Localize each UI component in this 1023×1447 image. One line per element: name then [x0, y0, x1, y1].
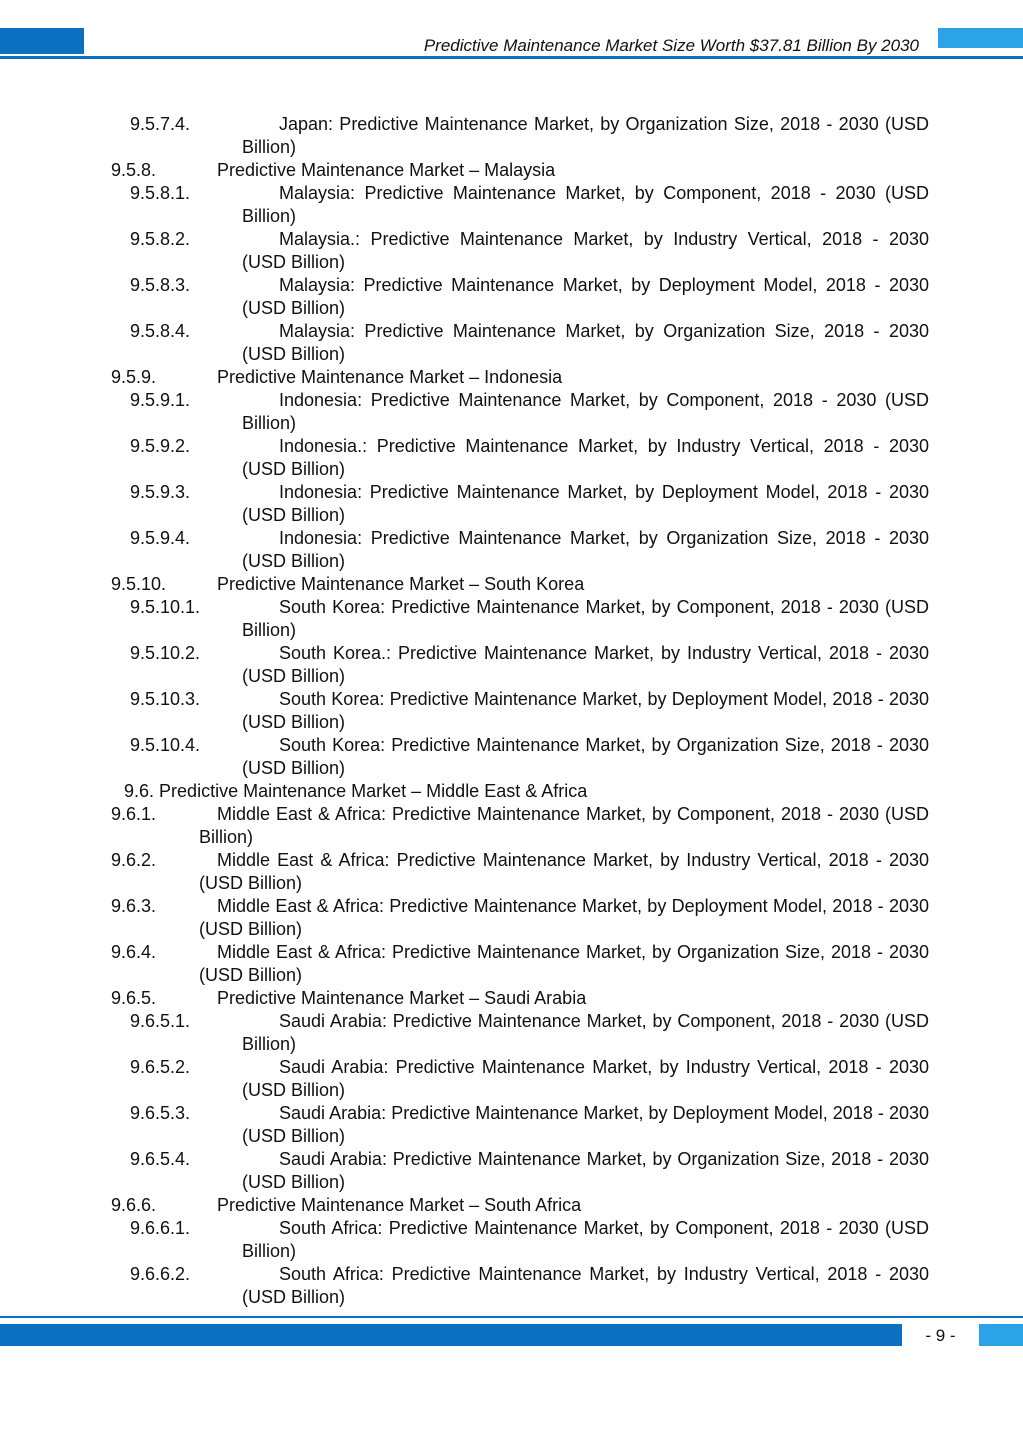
toc-entry-number: 9.6.6.2. — [130, 1264, 191, 1284]
toc-entry-number: 9.6.3. — [111, 896, 157, 916]
toc-entry-number: 9.6.1. — [111, 804, 157, 824]
toc-entry — [0, 734, 1023, 780]
toc-entry-text: South Korea: Predictive Maintenance Market, by Organization Size, 2018 - 2030 (USD Billion) — [242, 735, 929, 778]
toc-entry-number: 9.6.6. — [111, 1195, 157, 1215]
toc-entry-number: 9.6.5.3. — [130, 1103, 191, 1123]
toc-entry — [0, 274, 1023, 320]
header-accent-block-right — [938, 28, 1023, 48]
toc-entry-text: Predictive Maintenance Market – Saudi Arabia — [217, 988, 587, 1008]
toc-entry — [0, 780, 1023, 803]
toc-entry-number: 9.5.9.1. — [130, 390, 191, 410]
toc-entry — [0, 159, 1023, 182]
toc-entry-number: 9.6.4. — [111, 942, 157, 962]
toc-entry-number: 9.5.8.1. — [130, 183, 191, 203]
toc-entry-text: Malaysia: Predictive Maintenance Market, by Deployment Model, 2018 - 2030 (USD Billion) — [242, 275, 929, 318]
toc-entry — [0, 527, 1023, 573]
toc-entry-text: Predictive Maintenance Market – Indonesia — [217, 367, 563, 387]
toc-entry-number: 9.5.8.2. — [130, 229, 191, 249]
toc-entry-text: Saudi Arabia: Predictive Maintenance Market, by Industry Vertical, 2018 - 2030 (USD Billion) — [242, 1057, 929, 1100]
toc-entry — [0, 1010, 1023, 1056]
toc-entry-number: 9.5.10.1. — [130, 597, 201, 617]
toc-entry — [0, 1102, 1023, 1148]
toc-entry-number: 9.5.10.3. — [130, 689, 201, 709]
toc-entry — [0, 389, 1023, 435]
toc-entry-text: Saudi Arabia: Predictive Maintenance Market, by Organization Size, 2018 - 2030 (USD Billion) — [242, 1149, 929, 1192]
toc-entry — [0, 803, 1023, 849]
toc-entry — [0, 1263, 1023, 1309]
toc-entry-text: Saudi Arabia: Predictive Maintenance Market, by Component, 2018 - 2030 (USD Billion) — [242, 1011, 929, 1054]
toc-entry-number: 9.6.6.1. — [130, 1218, 191, 1238]
toc-entry-number: 9.5.9.4. — [130, 528, 191, 548]
toc-entry-number: 9.5.8.4. — [130, 321, 191, 341]
table-of-contents — [0, 113, 1023, 1309]
toc-entry-text: Middle East & Africa: Predictive Maintenance Market, by Industry Vertical, 2018 - 2030 (USD Billion) — [199, 850, 929, 893]
toc-entry-number: 9.5.9.3. — [130, 482, 191, 502]
toc-entry — [0, 941, 1023, 987]
toc-entry-text: South Korea: Predictive Maintenance Market, by Component, 2018 - 2030 (USD Billion) — [242, 597, 929, 640]
running-header-title: Predictive Maintenance Market Size Worth $37.81 Billion By 2030 — [423, 36, 919, 55]
footer-accent-bar — [0, 1324, 902, 1346]
toc-entry — [0, 481, 1023, 527]
footer-rule — [0, 1316, 1023, 1318]
toc-entry-text: Malaysia.: Predictive Maintenance Market, by Industry Vertical, 2018 - 2030 (USD Billion) — [242, 229, 929, 272]
toc-entry-text: Middle East & Africa: Predictive Maintenance Market, by Deployment Model, 2018 - 2030 (USD Billion) — [199, 896, 929, 939]
toc-entry — [0, 1056, 1023, 1102]
toc-entry — [0, 366, 1023, 389]
toc-entry — [0, 642, 1023, 688]
toc-entry — [0, 182, 1023, 228]
toc-entry-text: Malaysia: Predictive Maintenance Market, by Organization Size, 2018 - 2030 (USD Billion) — [242, 321, 929, 364]
toc-entry-number: 9.5.9. — [111, 367, 157, 387]
toc-entry-text: Predictive Maintenance Market – Middle East & Africa — [159, 781, 588, 801]
toc-entry-number: 9.6. — [124, 781, 155, 801]
toc-entry-text: Indonesia: Predictive Maintenance Market, by Organization Size, 2018 - 2030 (USD Billion) — [242, 528, 929, 571]
toc-entry-text: Indonesia: Predictive Maintenance Market, by Deployment Model, 2018 - 2030 (USD Billion) — [242, 482, 929, 525]
toc-entry — [0, 987, 1023, 1010]
toc-entry — [0, 895, 1023, 941]
toc-entry-number: 9.6.2. — [111, 850, 157, 870]
toc-entry — [0, 688, 1023, 734]
toc-entry-number: 9.6.5. — [111, 988, 157, 1008]
toc-entry-text: South Korea: Predictive Maintenance Market, by Deployment Model, 2018 - 2030 (USD Billion) — [242, 689, 929, 732]
toc-entry-number: 9.5.9.2. — [130, 436, 191, 456]
toc-entry — [0, 113, 1023, 159]
toc-entry-text: Indonesia.: Predictive Maintenance Market, by Industry Vertical, 2018 - 2030 (USD Billion) — [242, 436, 929, 479]
toc-entry-number: 9.6.5.2. — [130, 1057, 191, 1077]
toc-entry — [0, 435, 1023, 481]
toc-entry — [0, 1217, 1023, 1263]
header-rule — [0, 56, 1023, 59]
toc-entry-text: South Korea.: Predictive Maintenance Market, by Industry Vertical, 2018 - 2030 (USD Billion) — [242, 643, 929, 686]
toc-entry-text: South Africa: Predictive Maintenance Market, by Industry Vertical, 2018 - 2030 (USD Billion) — [242, 1264, 929, 1307]
header-accent-block-left — [0, 28, 84, 54]
toc-entry-text: Predictive Maintenance Market – South Korea — [217, 574, 585, 594]
toc-entry-number: 9.5.10.2. — [130, 643, 201, 663]
toc-entry — [0, 320, 1023, 366]
toc-entry-number: 9.6.5.4. — [130, 1149, 191, 1169]
page-number: - 9 - — [925, 1326, 956, 1345]
toc-entry-number: 9.5.8. — [111, 160, 157, 180]
toc-entry-number: 9.6.5.1. — [130, 1011, 191, 1031]
toc-entry-number: 9.5.10.4. — [130, 735, 201, 755]
toc-entry — [0, 1194, 1023, 1217]
toc-entry — [0, 596, 1023, 642]
toc-entry — [0, 228, 1023, 274]
toc-entry-text: Japan: Predictive Maintenance Market, by Organization Size, 2018 - 2030 (USD Billion) — [242, 114, 929, 157]
footer-accent-block-right — [979, 1324, 1023, 1346]
toc-entry-text: Saudi Arabia: Predictive Maintenance Market, by Deployment Model, 2018 - 2030 (USD Billion) — [242, 1103, 929, 1146]
toc-entry — [0, 573, 1023, 596]
toc-entry — [0, 1148, 1023, 1194]
toc-entry-text: Predictive Maintenance Market – Malaysia — [217, 160, 556, 180]
toc-entry — [0, 849, 1023, 895]
toc-entry-text: Middle East & Africa: Predictive Maintenance Market, by Organization Size, 2018 - 2030 (USD Billion) — [199, 942, 929, 985]
toc-entry-text: Malaysia: Predictive Maintenance Market, by Component, 2018 - 2030 (USD Billion) — [242, 183, 929, 226]
toc-entry-text: Indonesia: Predictive Maintenance Market, by Component, 2018 - 2030 (USD Billion) — [242, 390, 929, 433]
toc-entry-text: Middle East & Africa: Predictive Maintenance Market, by Component, 2018 - 2030 (USD Billion) — [199, 804, 929, 847]
toc-entry-number: 9.5.10. — [111, 574, 167, 594]
toc-entry-number: 9.5.7.4. — [130, 114, 191, 134]
toc-entry-text: South Africa: Predictive Maintenance Market, by Component, 2018 - 2030 (USD Billion) — [242, 1218, 929, 1261]
toc-entry-text: Predictive Maintenance Market – South Africa — [217, 1195, 582, 1215]
toc-entry-number: 9.5.8.3. — [130, 275, 191, 295]
